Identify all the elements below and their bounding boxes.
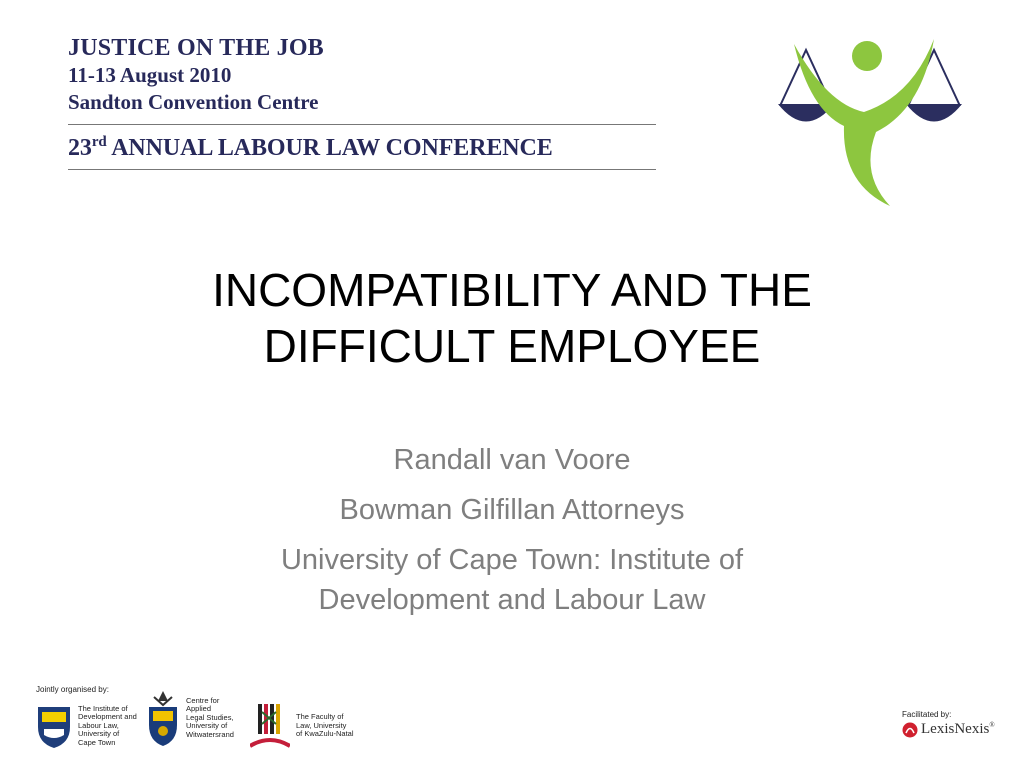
uct-name-line: Labour Law, xyxy=(78,720,119,730)
wits-name-line: Legal Studies, xyxy=(186,712,234,722)
header-divider-top xyxy=(68,124,656,125)
presenter-affiliation xyxy=(140,540,884,620)
ukzn-crest-icon xyxy=(250,702,290,750)
justice-scales-logo-icon xyxy=(772,34,962,209)
sponsor-name: LexisNexis xyxy=(921,721,990,737)
facilitated-by-label: Facilitated by: xyxy=(902,710,952,719)
uct-crest-icon xyxy=(36,703,72,749)
lexisnexis-logo xyxy=(902,721,995,738)
event-dates: 11-13 August 2010 xyxy=(68,63,232,87)
slide-subtitle xyxy=(140,440,884,630)
slide-title xyxy=(120,262,904,374)
conference-title: ANNUAL LABOUR LAW CONFERENCE xyxy=(106,135,553,161)
slide-title-line-2: DIFFICULT EMPLOYEE xyxy=(263,320,761,372)
wits-crest-icon xyxy=(146,689,180,747)
ukzn-name-line: Law, University xyxy=(296,720,347,730)
wits-name-line: Centre for Applied xyxy=(186,695,220,714)
uct-name-line: Cape Town xyxy=(78,737,116,747)
affiliation-line-1: University of Cape Town: Institute of xyxy=(280,544,744,576)
conference-ordinal-suffix: rd xyxy=(91,134,107,150)
ukzn-name-line: The Faculty of xyxy=(296,712,344,722)
lexisnexis-mark-icon xyxy=(902,722,918,738)
slide-title-line-1: INCOMPATIBILITY AND THE xyxy=(212,264,812,316)
presenter-name: Randall van Voore xyxy=(393,444,631,476)
organiser-ukzn xyxy=(250,702,356,750)
affiliation-line-2: Development and Labour Law xyxy=(318,584,706,616)
conference-name xyxy=(68,133,656,163)
uct-name-line: Development and xyxy=(78,712,137,722)
conference-number: 23 xyxy=(68,135,92,161)
conference-header xyxy=(68,34,656,170)
presenter-firm: Bowman Gilfillan Attorneys xyxy=(339,494,685,526)
event-title: JUSTICE ON THE JOB xyxy=(68,35,324,61)
wits-name-line: University of xyxy=(186,721,228,731)
organiser-uct xyxy=(36,703,140,749)
event-venue: Sandton Convention Centre xyxy=(68,90,319,114)
organised-by-label: Jointly organised by: xyxy=(36,685,109,694)
sponsor-registered-mark: ® xyxy=(989,721,995,729)
header-divider-bottom xyxy=(68,169,656,170)
uct-name-line: University of xyxy=(78,729,120,739)
organiser-wits xyxy=(146,689,246,747)
uct-name-line: The Institute of xyxy=(78,703,128,713)
ukzn-name-line: of KwaZulu-Natal xyxy=(296,729,354,739)
wits-name-line: Witwatersrand xyxy=(186,729,234,739)
